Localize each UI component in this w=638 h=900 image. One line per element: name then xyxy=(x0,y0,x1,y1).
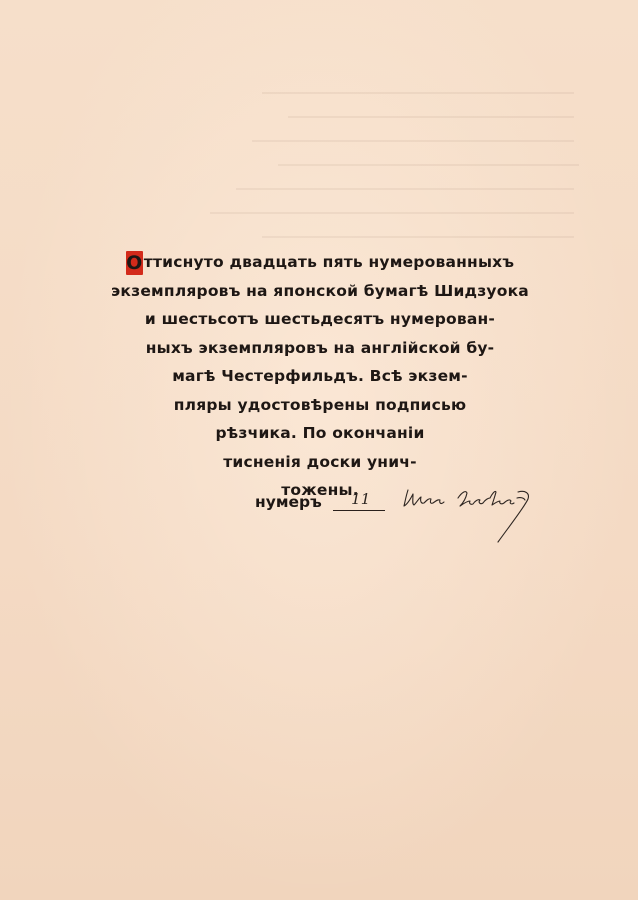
copy-number-row xyxy=(255,488,385,518)
copy-number-label: нумеръ xyxy=(255,493,322,511)
colophon-line-9: тожены. xyxy=(281,481,359,499)
colophon-line-8: тисненія доски унич- xyxy=(223,452,417,471)
colophon-line-4: ныхъ экземпляровъ на англійской бу- xyxy=(145,338,495,357)
drop-cap-initial: О xyxy=(126,252,143,274)
colophon-line-2: экземпляровъ на японской бумагѣ Шидзуока xyxy=(111,281,529,300)
colophon-line-7: рѣзчика. По окончаніи xyxy=(215,424,425,442)
colophon-text xyxy=(100,248,540,505)
colophon-line-1-text: ттиснуто двадцать пять нумерованныхъ xyxy=(143,253,515,271)
colophon-line-6: пляры удостовѣрены подписью xyxy=(173,395,467,414)
handwritten-signature xyxy=(400,484,540,550)
copy-number-field xyxy=(333,488,385,511)
copy-number-value: 11 xyxy=(351,490,371,508)
colophon-line-5: магѣ Честерфильдъ. Всѣ экзем- xyxy=(172,367,468,385)
colophon-line-1 xyxy=(100,248,540,277)
colophon-line-3: и шестьсотъ шестьдесятъ нумерован- xyxy=(144,310,496,328)
